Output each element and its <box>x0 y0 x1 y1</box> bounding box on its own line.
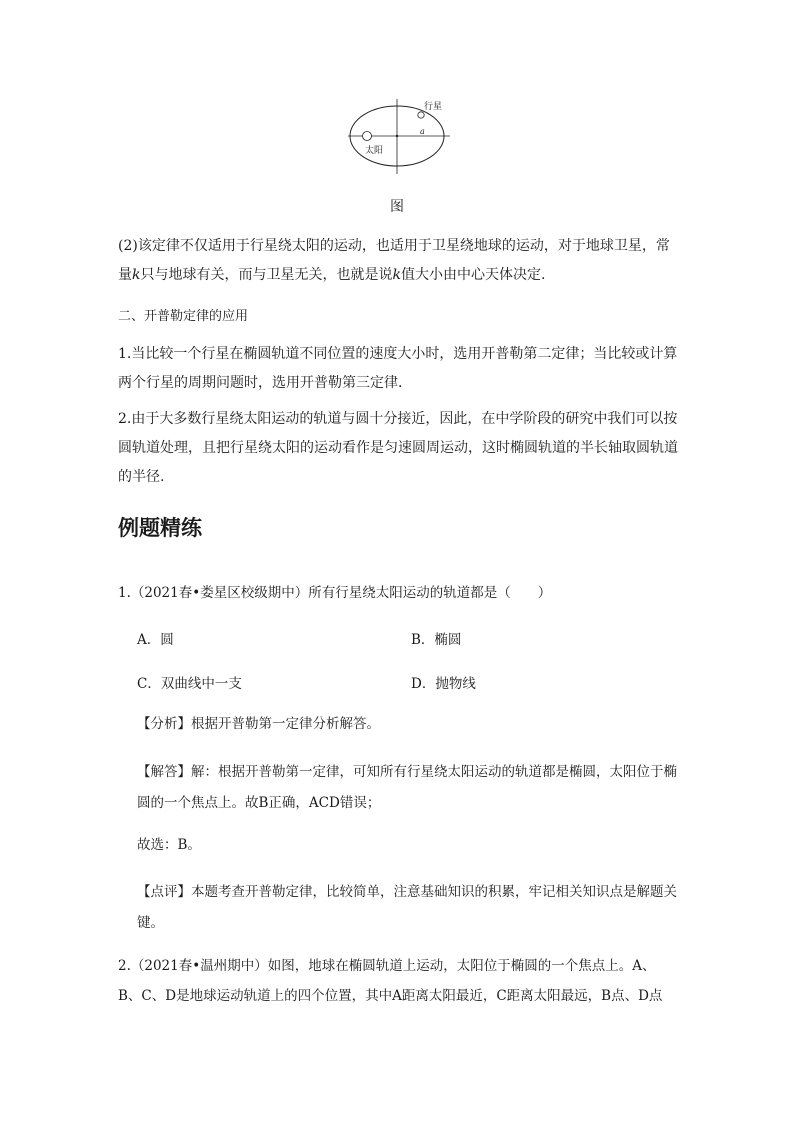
option-a: A．圆 <box>137 632 174 648</box>
question-2-stem: 2.（2021春•温州期中）如图，地球在椭圆轨道上运动，太阳位于椭圆的一个焦点上。A、B、C、D是地球运动轨道上的四个位置，其中A距离太阳最近，C距离太阳最远，B点、D点 <box>118 958 663 1004</box>
application-1: 1.当比较一个行星在椭圆轨道不同位置的速度大小时，选用开普勒第二定律；当比较或计算两个行星的周期问题时，选用开普勒第三定律. <box>118 346 678 391</box>
option-c: C．双曲线中一支 <box>137 676 242 692</box>
p2-text-3: 值大小由中心天体决定. <box>400 267 546 283</box>
planet-circle <box>418 112 424 118</box>
axis-label: a <box>420 127 425 136</box>
k-symbol: k <box>132 267 141 283</box>
answer-choice: 故选：B。 <box>137 837 201 853</box>
analysis: 【分析】根据开普勒第一定律分析解答。 <box>137 716 380 732</box>
option-d: D．抛物线 <box>411 676 476 692</box>
question-1-stem: 1.（2021春•娄星区校级期中）所有行星绕太阳运动的轨道都是（ ） <box>118 585 552 601</box>
sun-label: 太阳 <box>365 146 384 156</box>
comment: 【点评】本题考查开普勒定律，比较简单，注意基础知识的积累，牢记相关知识点是解题关键。 <box>137 884 677 931</box>
center-dot <box>396 135 398 137</box>
section-title: 二、开普勒定律的应用 <box>118 309 249 324</box>
p2-text-2: 只与地球有关，而与卫星无关，也就是说 <box>140 267 393 283</box>
option-b: B．椭圆 <box>411 632 462 648</box>
figure-caption: 图 <box>390 199 404 215</box>
planet-label: 行星 <box>424 102 443 112</box>
application-2: 2.由于大多数行星绕太阳运动的轨道与圆十分接近，因此，在中学阶段的研究中我们可以按圆轨道处理，且把行星绕太阳的运动看作是匀速圆周运动，这时椭圆轨道的半长轴取圆轨道的半径. <box>118 411 678 485</box>
p2-text-1: (2)该定律不仅适用于行星绕太阳的运动，也适用于卫星绕地球的运动，对于地球卫星，常量 <box>118 238 670 283</box>
solution: 【解答】解：根据开普勒第一定律，可知所有行星绕太阳运动的轨道都是椭圆，太阳位于椭圆的一个焦点上。故B正确，ACD错误； <box>137 764 677 811</box>
example-heading: 例题精练 <box>118 516 202 540</box>
paragraph-kepler-third-note <box>118 232 678 290</box>
sun-circle <box>363 132 372 141</box>
k-symbol: k <box>392 267 401 283</box>
orbit-diagram <box>340 96 460 176</box>
